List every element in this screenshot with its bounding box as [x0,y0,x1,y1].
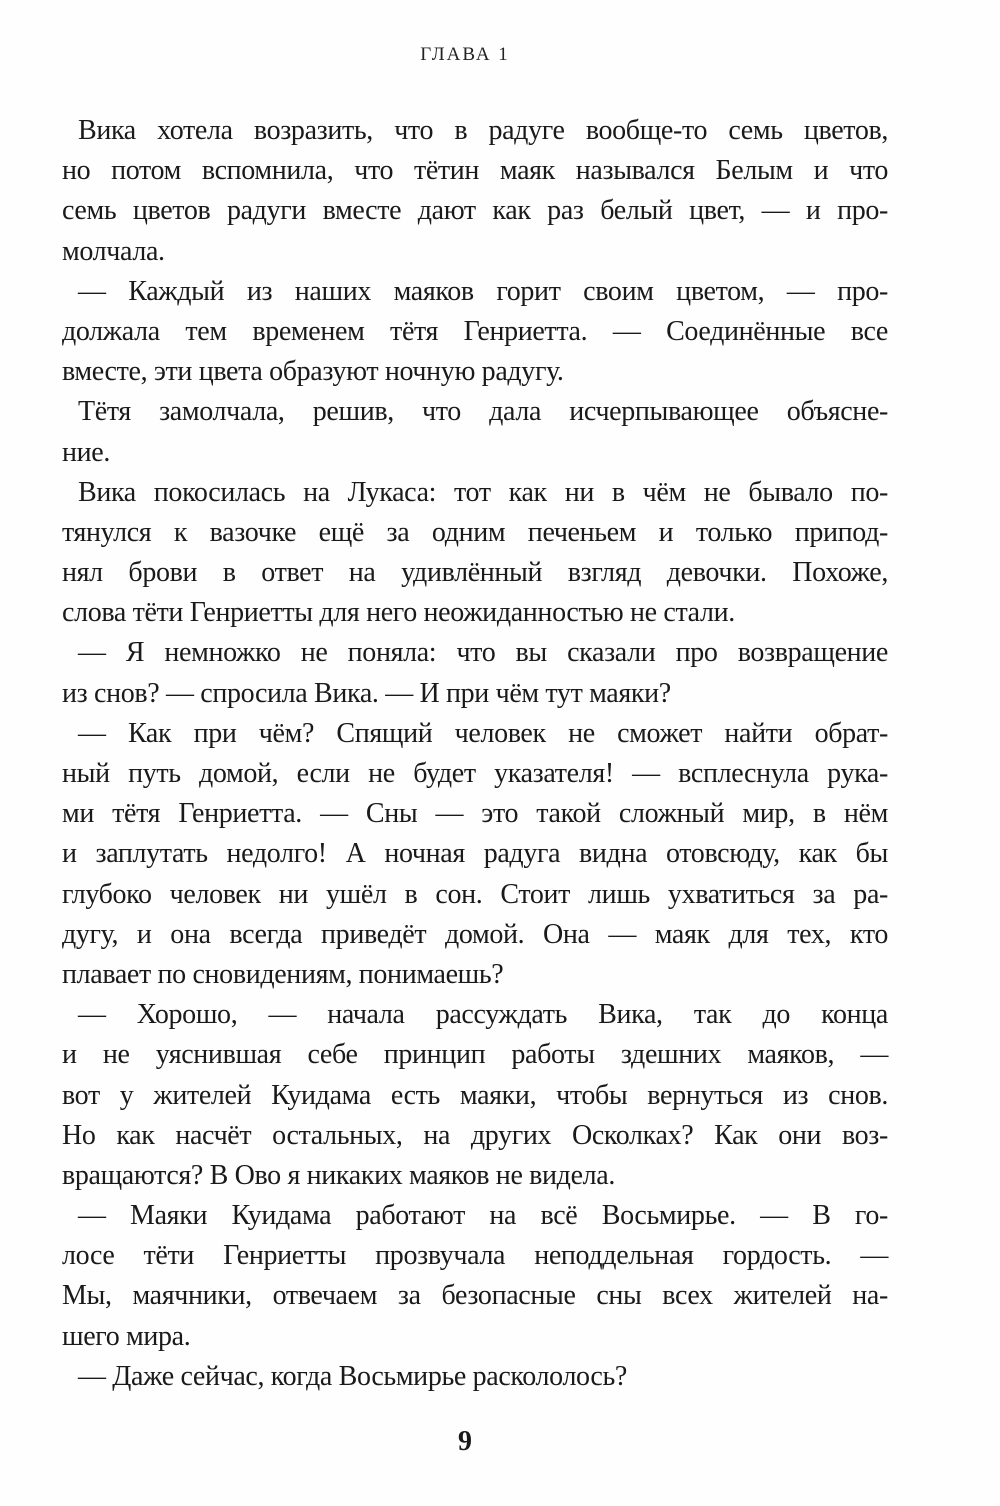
text-line: и не уяснившая себе принцип работы здешних маяков, — [62,1039,888,1071]
text-line: плавает по сновидениям, понимаешь? [62,958,504,990]
text-line: ние. [62,436,110,468]
text-line: шего мира. [62,1320,191,1352]
text-line: Вика покосилась на Лукаса: тот как ни в чём не бывало по- [78,476,888,508]
text-line: тянулся к вазочке ещё за одним печеньем и только припод- [62,516,888,548]
text-line: Тётя замолчала, решив, что дала исчерпывающее объясне- [78,396,888,428]
text-line: глубоко человек ни ушёл в сон. Стоит лишь ухватиться за ра- [62,878,888,910]
text-line: — Я немножко не поняла: что вы сказали про возвращение [78,637,888,669]
body-text [62,111,888,1397]
text-line: и заплутать недолго! А ночная радуга видна отовсюду, как бы [62,838,888,870]
running-head: ГЛАВА 1 [420,44,510,65]
text-line: — Маяки Куидама работают на всё Восьмирье. — В го- [78,1200,888,1232]
text-line: — Каждый из наших маяков горит своим цветом, — про- [78,275,888,307]
text-line: Вика хотела возразить, что в радуге вообще-то семь цветов, [78,115,888,146]
text-line: но потом вспомнила, что тётин маяк назывался Белым и что [62,155,888,187]
text-line: лосе тёти Генриетты прозвучала неподдельная гордость. — [62,1240,888,1272]
text-line: вот у жителей Куидама есть маяки, чтобы вернуться из снов. [62,1079,888,1111]
page-number: 9 [458,1426,472,1457]
text-line: — Даже сейчас, когда Восьмирье раскололось? [78,1360,627,1392]
text-line: Но как насчёт остальных, на других Осколках? Как они воз- [62,1119,888,1151]
text-line: нял брови в ответ на удивлённый взгляд девочки. Похоже, [62,557,888,589]
text-line: ми тётя Генриетта. — Сны — это такой сложный мир, в нём [62,798,888,830]
text-line: Мы, маячники, отвечаем за безопасные сны всех жителей на- [62,1280,888,1312]
text-line: вместе, эти цвета образуют ночную радугу. [62,356,564,388]
text-line: — Как при чём? Спящий человек не сможет найти обрат- [78,717,888,749]
text-line: из снов? — спросила Вика. — И при чём тут маяки? [62,677,671,709]
text-line: — Хорошо, — начала рассуждать Вика, так до конца [78,999,888,1031]
text-line: молчала. [62,235,165,267]
text-line: семь цветов радуги вместе дают как раз белый цвет, — и про- [62,195,888,227]
text-line: должала тем временем тётя Генриетта. — Соединённые все [62,315,888,347]
text-line: слова тёти Генриетты для него неожиданностью не стали. [62,597,735,629]
text-line: ный путь домой, если не будет указателя! — всплеснула рука- [62,758,888,789]
text-line: дугу, и она всегда приведёт домой. Она — маяк для тех, кто [62,918,888,950]
text-line: вращаются? В Ово я никаких маяков не видела. [62,1159,615,1191]
